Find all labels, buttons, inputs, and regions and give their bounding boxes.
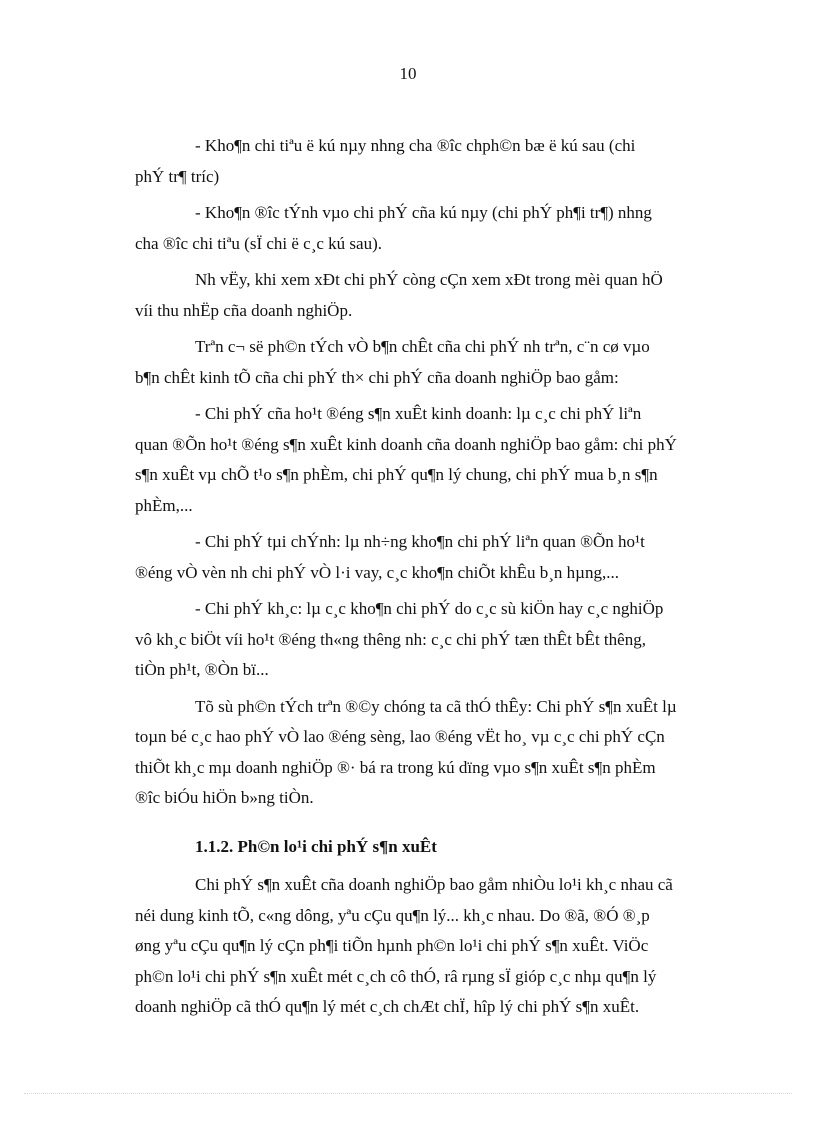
paragraph	[135, 594, 739, 686]
paragraph	[135, 870, 739, 1023]
text-line: b¶n chÊt kinh tÕ cña chi phÝ th× chi phÝ cña doanh nghiÖp bao gåm:	[135, 367, 619, 387]
text-line: vô kh¸c biÖt víi ho¹t ®éng th«ng thêng nh: c¸c chi phÝ tæn thÊt bÊt thêng,	[135, 629, 646, 649]
text-line: s¶n xuÊt vµ chÕ t¹o s¶n phÈm, chi phÝ qu¶n lý chung, chi phÝ mua b¸n s¶n	[135, 465, 658, 484]
text-line: víi thu nhËp cña doanh nghiÖp.	[135, 300, 353, 320]
text-line: toµn bé c¸c hao phÝ vÒ lao ®éng sèng, lao ®éng vËt ho¸ vµ c¸c chi phÝ cÇn	[135, 727, 665, 746]
text-line: thiÕt kh¸c mµ doanh nghiÖp ®· bá ra trong kú dïng vµo s¶n xuÊt s¶n phÈm	[135, 757, 656, 777]
text-line: tiÒn ph¹t, ®Òn bï...	[135, 660, 269, 679]
section-heading: 1.1.2. Ph©n lo¹i chi phÝ s¶n xuÊt	[195, 836, 437, 856]
body-text	[135, 131, 739, 1029]
text-line: Trªn c¬ së ph©n tÝch vÒ b¶n chÊt cña chi phÝ nh trªn, c¨n cø vµo	[195, 337, 650, 356]
text-line: ®éng vÒ vèn nh chi phÝ vÒ l·i vay, c¸c kho¶n chiÕt khÊu b¸n hµng,...	[135, 562, 619, 582]
paragraph	[135, 131, 739, 192]
paragraph	[135, 198, 739, 259]
text-line: doanh nghiÖp cã thÓ qu¶n lý mét c¸ch chÆt chÏ, hîp lý chi phÝ s¶n xuÊt.	[135, 997, 640, 1016]
paragraph	[135, 692, 739, 814]
page-bottom-divider	[24, 1093, 792, 1094]
page-number: 10	[399, 64, 417, 83]
text-line: - Kho¶n ®îc tÝnh vµo chi phÝ cña kú nµy (chi phÝ ph¶i tr¶) nhng	[195, 203, 652, 222]
text-line: Tõ sù ph©n tÝch trªn ®©y chóng ta cã thÓ thÊy: Chi phÝ s¶n xuÊt lµ	[195, 696, 677, 716]
text-line: cha ®îc chi tiªu (sÏ chi ë c¸c kú sau).	[135, 233, 383, 253]
text-line: Nh vËy, khi xem xÐt chi phÝ còng cÇn xem xÐt trong mèi quan hÖ	[195, 270, 663, 289]
paragraph	[135, 527, 739, 588]
text-line: phÈm,...	[135, 495, 193, 515]
text-line: ®îc biÓu hiÖn b»ng tiÒn.	[135, 788, 314, 807]
text-line: - Chi phÝ cña ho¹t ®éng s¶n xuÊt kinh doanh: lµ c¸c chi phÝ liªn	[195, 404, 642, 423]
text-line: phÝ tr¶ tríc)	[135, 166, 220, 186]
text-line: - Chi phÝ tµi chÝnh: lµ nh÷ng kho¶n chi phÝ liªn quan ®Õn ho¹t	[195, 532, 645, 551]
paragraph	[135, 399, 739, 521]
text-line: quan ®Õn ho¹t ®éng s¶n xuÊt kinh doanh cña doanh nghiÖp bao gåm: chi phÝ	[135, 434, 677, 454]
text-line: - Kho¶n chi tiªu ë kú nµy nhng cha ®îc chph©n bæ ë kú sau (chi	[195, 136, 636, 155]
paragraph	[135, 332, 739, 393]
text-line: Chi phÝ s¶n xuÊt cña doanh nghiÖp bao gåm nhiÒu lo¹i kh¸c nhau cã	[195, 875, 673, 894]
text-line: néi dung kinh tÕ, c«ng dông, yªu cÇu qu¶n lý... kh¸c nhau. Do ®ã, ®Ó ®¸p	[135, 905, 650, 925]
paragraph	[135, 265, 739, 326]
paragraph-group	[135, 870, 739, 1023]
text-line: ph©n lo¹i chi phÝ s¶n xuÊt mét c¸ch cô thÓ, râ rµng sÏ gióp c¸c nhµ qu¶n lý	[135, 966, 657, 986]
paragraph-group	[135, 131, 739, 814]
text-line: - Chi phÝ kh¸c: lµ c¸c kho¶n chi phÝ do c¸c sù kiÖn hay c¸c nghiÖp	[195, 599, 664, 618]
text-line: øng yªu cÇu qu¶n lý cÇn ph¶i tiÕn hµnh ph©n lo¹i chi phÝ s¶n xuÊt. ViÖc	[135, 936, 649, 955]
